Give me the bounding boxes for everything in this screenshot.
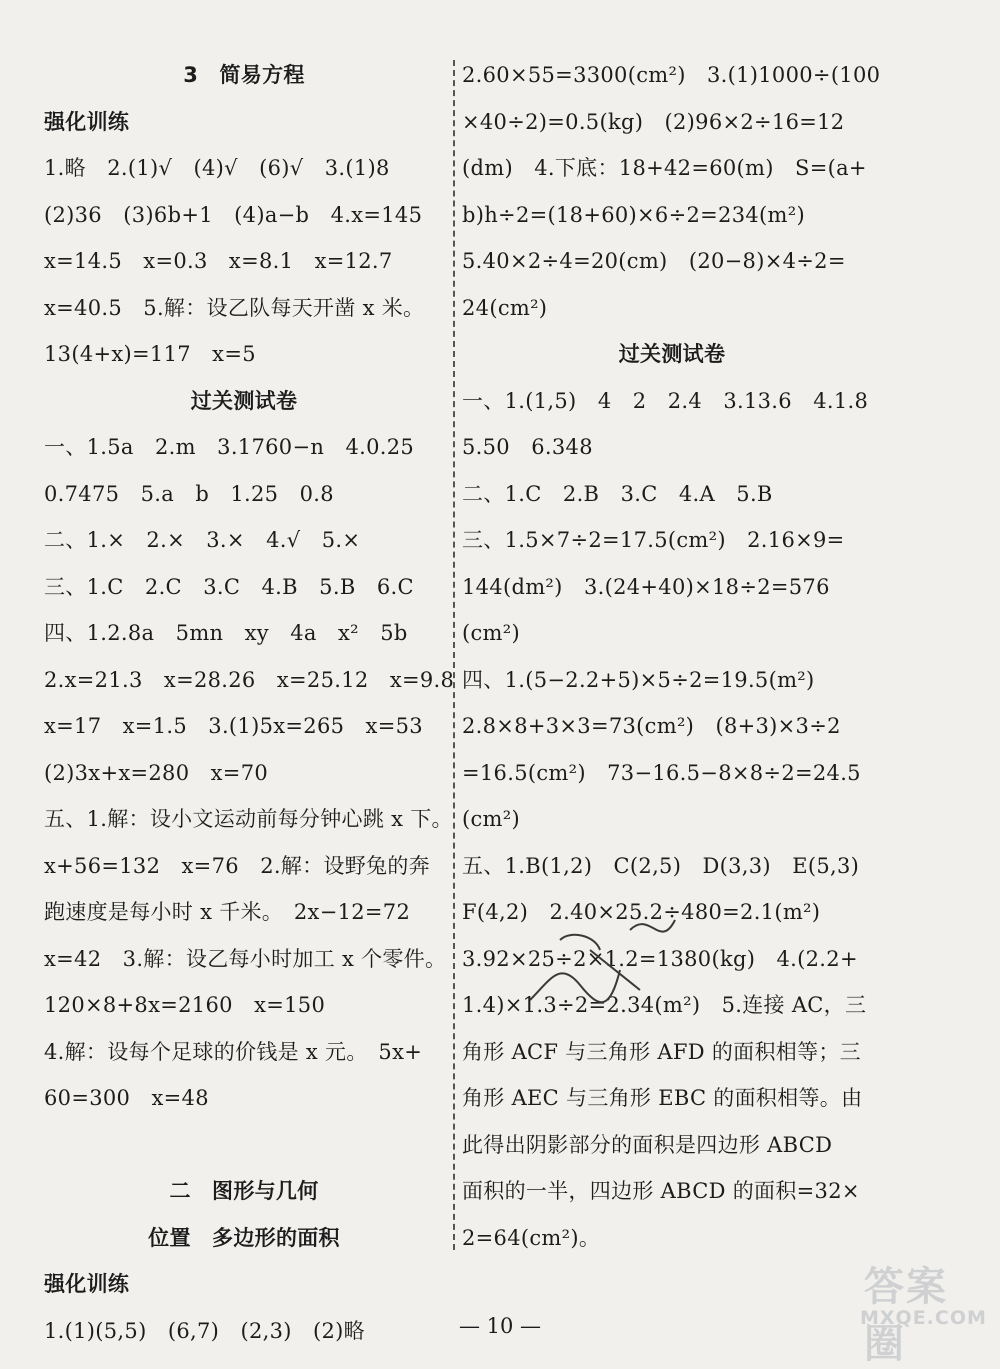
column-divider xyxy=(453,60,455,1250)
page-number: — 10 — xyxy=(458,1314,542,1338)
answer-line: x=14.5 x=0.3 x=8.1 x=12.7 xyxy=(44,249,393,273)
section-heading: 过关测试卷 xyxy=(618,342,726,366)
answer-line: ×40÷2)=0.5(kg) (2)96×2÷16=12 xyxy=(462,109,845,134)
watermark-url: MXQE.COM xyxy=(860,1307,987,1329)
answer-line: 四、1.(5−2.2+5)×5÷2=19.5(m²) xyxy=(462,667,815,692)
answer-line: 五、1.B(1,2) C(2,5) D(3,3) E(5,3) xyxy=(462,853,860,878)
answer-line: 2.8×8+3×3=73(cm²) (8+3)×3÷2 xyxy=(462,714,841,738)
answer-line: 五、1.解：设小文运动前每分钟心跳 x 下。 xyxy=(44,807,453,831)
answer-line: 三、1.C 2.C 3.C 4.B 5.B 6.C xyxy=(44,574,414,599)
answer-line: 4.解：设每个足球的价钱是 x 元。 5x+ xyxy=(44,1039,423,1064)
answer-line: 四、1.2.8a 5mn xy 4a x² 5b xyxy=(44,621,408,645)
answer-line: 一、1.5a 2.m 3.1760−n 4.0.25 xyxy=(44,435,415,459)
handwritten-scribble xyxy=(500,890,700,1030)
answer-line: b)h÷2=(18+60)×6÷2=234(m²) xyxy=(462,202,805,227)
answer-line: (2)36 (3)6b+1 (4)a−b 4.x=145 xyxy=(44,202,423,227)
answer-line: 1.(1)(5,5) (6,7) (2,3) (2)略 xyxy=(44,1318,365,1343)
answer-line: 144(dm²) 3.(24+40)×18÷2=576 xyxy=(462,574,830,599)
answer-line: (cm²) xyxy=(462,621,520,645)
answer-line: 面积的一半，四边形 ABCD 的面积=32× xyxy=(462,1179,860,1203)
answer-line: 二、1.× 2.× 3.× 4.√ 5.× xyxy=(44,528,361,552)
watermark-logo xyxy=(856,1255,987,1367)
answer-line: (2)3x+x=280 x=70 xyxy=(44,760,269,785)
answer-line: (dm) 4.下底：18+42=60(m) S=(a+ xyxy=(462,156,867,180)
answer-line: 2.60×55=3300(cm²) 3.(1)1000÷(100 xyxy=(462,63,881,87)
answer-line: 跑速度是每小时 x 千米。 2x−12=72 xyxy=(44,900,411,924)
answer-line: F(4,2) 2.40×25.2÷480=2.1(m²) xyxy=(462,900,821,924)
answer-line: =16.5(cm²) 73−16.5−8×8÷2=24.5 xyxy=(462,760,861,785)
answer-line: 0.7475 5.a b 1.25 0.8 xyxy=(44,481,334,506)
answer-line: x=42 3.解：设乙每小时加工 x 个零件。 xyxy=(44,946,447,971)
section-heading: 强化训练 xyxy=(44,109,130,134)
watermark-title: 答案圈 xyxy=(864,1264,948,1367)
answer-line: 此得出阴影部分的面积是四边形 ABCD xyxy=(462,1132,833,1157)
answer-line: 1.略 2.(1)√ (4)√ (6)√ 3.(1)8 xyxy=(44,156,390,180)
answer-line xyxy=(44,1122,444,1169)
answer-line: 24(cm²) xyxy=(462,295,548,320)
right-column xyxy=(462,52,882,1261)
section-heading: 位置 多边形的面积 xyxy=(148,1225,340,1250)
section-heading: 强化训练 xyxy=(44,1272,130,1296)
answer-line: 5.50 6.348 xyxy=(462,435,593,459)
section-heading: 二 图形与几何 xyxy=(169,1179,319,1203)
answer-line: 5.40×2÷4=20(cm) (20−8)×4÷2= xyxy=(462,249,846,273)
section-heading: 过关测试卷 xyxy=(190,388,298,413)
answer-line: 二、1.C 2.B 3.C 4.A 5.B xyxy=(462,481,773,506)
section-heading: 3 简易方程 xyxy=(183,63,305,87)
left-column xyxy=(44,52,455,1354)
answer-line: 3.92×25÷2×1.2=1380(kg) 4.(2.2+ xyxy=(462,946,858,971)
answer-line: 2.x=21.3 x=28.26 x=25.12 x=9.8 xyxy=(44,667,455,692)
answer-line: 60=300 x=48 xyxy=(44,1086,209,1110)
answer-line: 角形 ACF 与三角形 AFD 的面积相等；三 xyxy=(462,1039,861,1064)
answer-line: 角形 AEC 与三角形 EBC 的面积相等。由 xyxy=(462,1086,863,1110)
answer-line: 一、1.(1,5) 4 2 2.4 3.13.6 4.1.8 xyxy=(462,388,869,413)
answer-line: (cm²) xyxy=(462,807,520,831)
answer-line: x=17 x=1.5 3.(1)5x=265 x=53 xyxy=(44,714,423,738)
answer-line: 1.4)×1.3÷2=2.34(m²) 5.连接 AC，三 xyxy=(462,993,867,1017)
answer-line: x=40.5 5.解：设乙队每天开凿 x 米。 xyxy=(44,295,425,320)
answer-line: x+56=132 x=76 2.解：设野兔的奔 xyxy=(44,853,430,878)
answer-line: 13(4+x)=117 x=5 xyxy=(44,342,256,366)
answer-line: 120×8+8x=2160 x=150 xyxy=(44,993,326,1017)
answer-line: 2=64(cm²)。 xyxy=(462,1225,601,1250)
answer-line: 三、1.5×7÷2=17.5(cm²) 2.16×9= xyxy=(462,528,845,552)
